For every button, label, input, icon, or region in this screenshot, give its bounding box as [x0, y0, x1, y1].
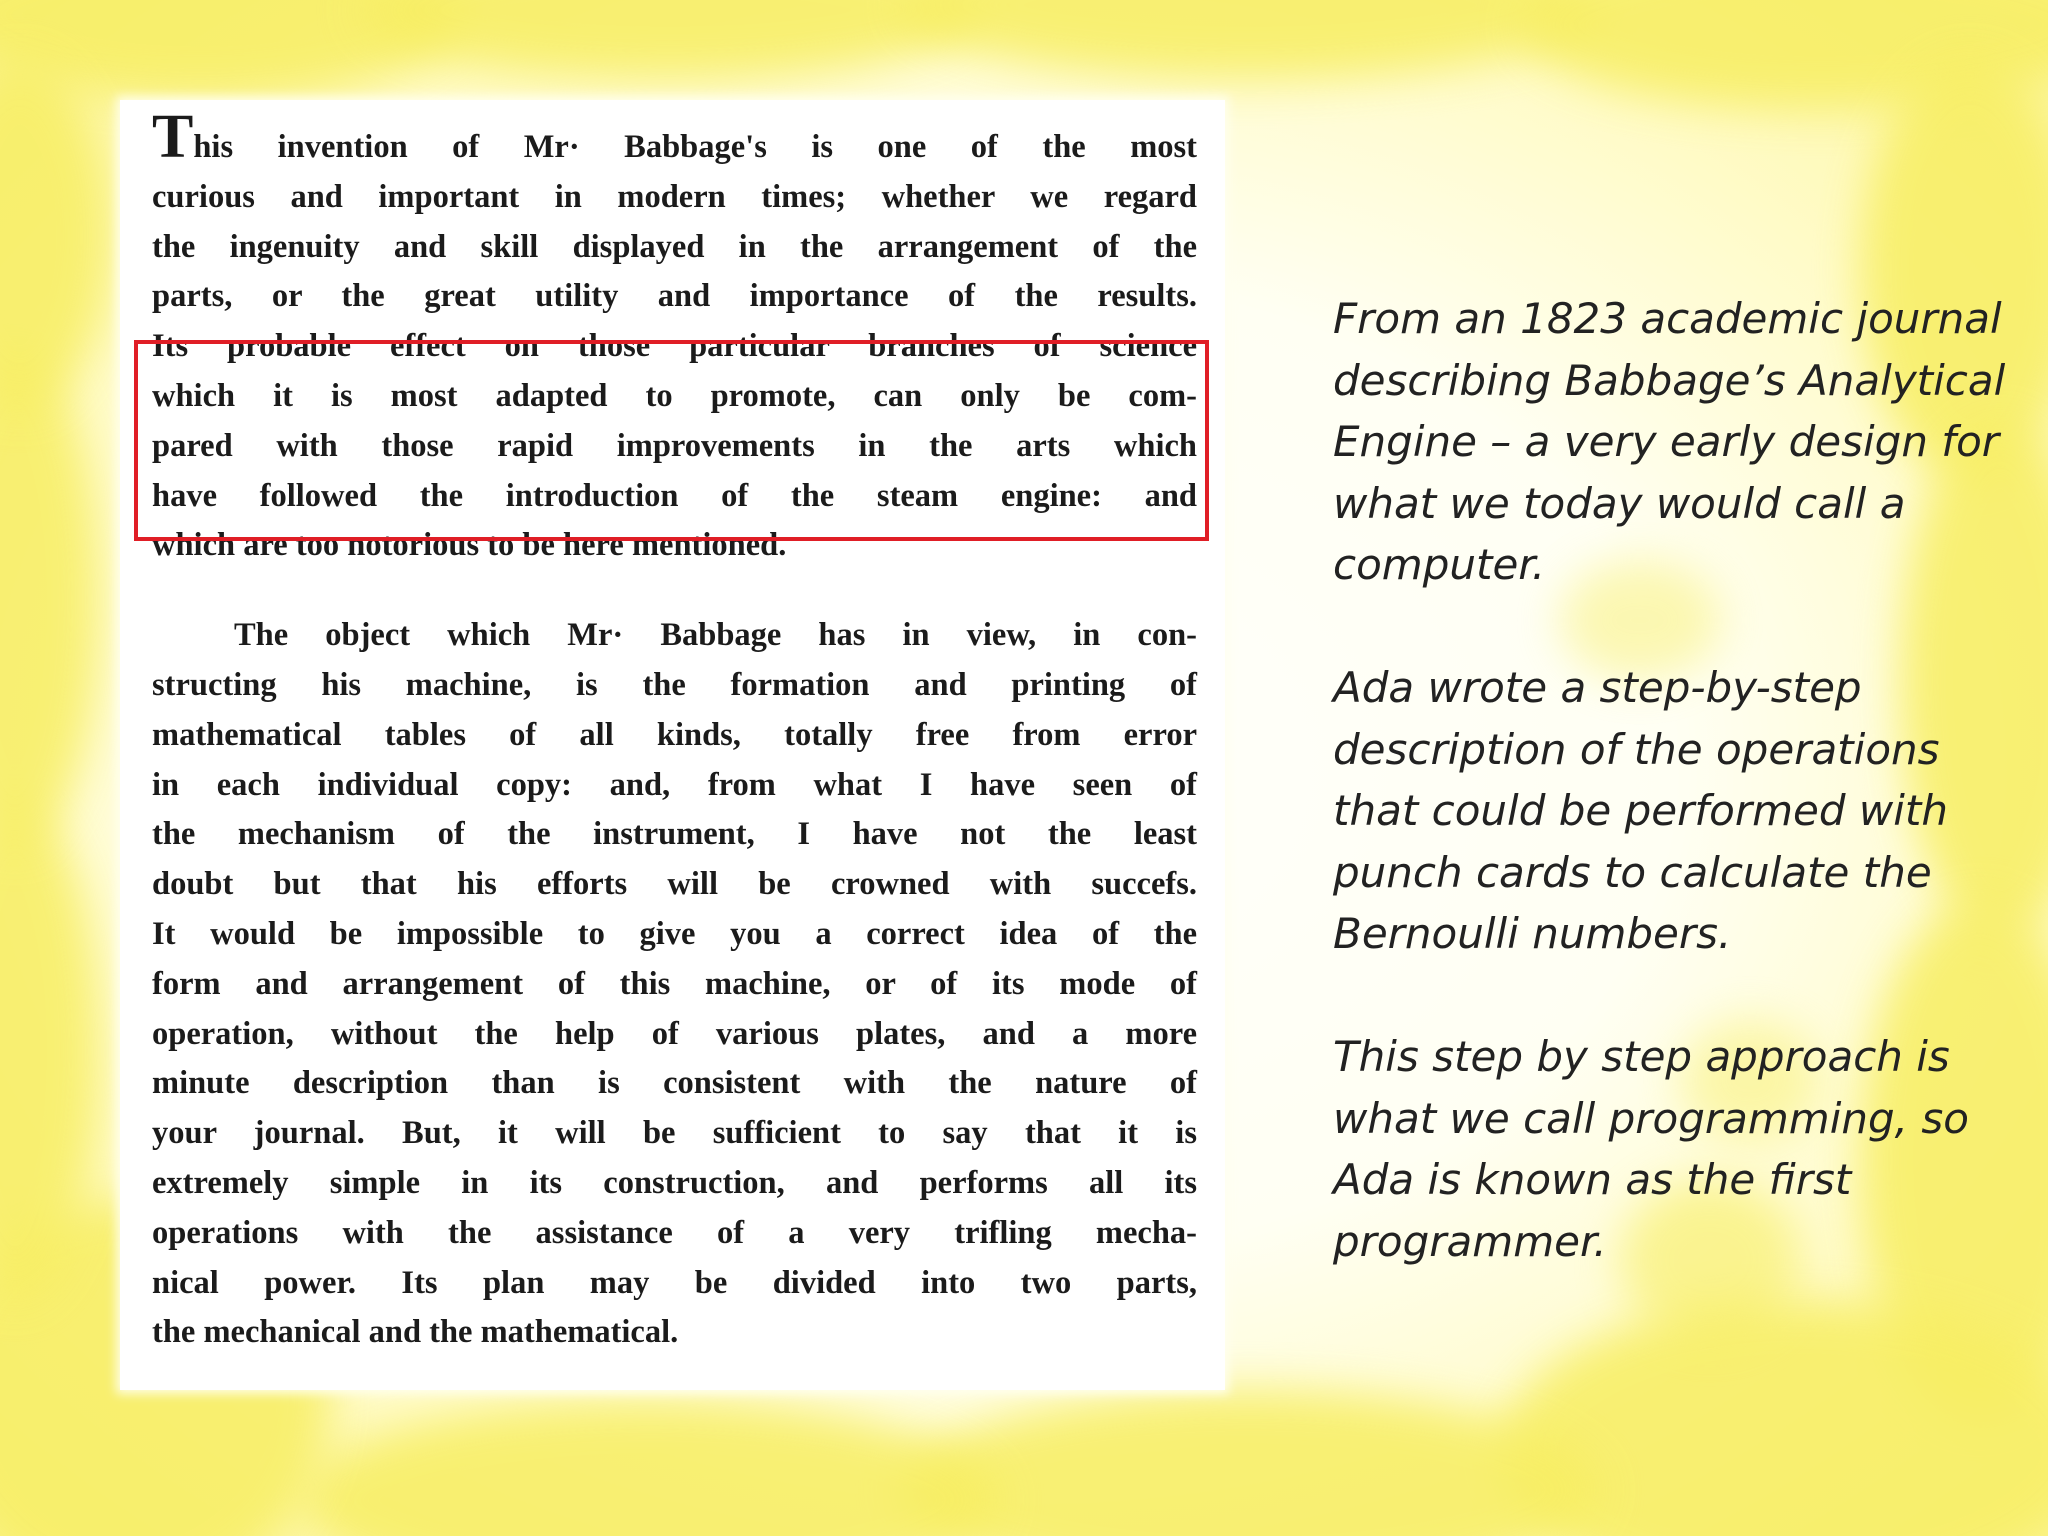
- journal-line: which are too notorious to be here mentioned.: [152, 527, 787, 564]
- journal-line: curious and important in modern times; whether we regard: [152, 178, 1197, 215]
- journal-line-highlighted: Its probable effect on those particular branches of science: [152, 328, 1197, 365]
- journal-line: in each individual copy: and, from what I have seen of: [152, 766, 1197, 803]
- journal-line: It would be impossible to give you a correct idea of the: [152, 915, 1197, 952]
- journal-line: minute description than is consistent with the nature of: [152, 1065, 1197, 1102]
- journal-line: the ingenuity and skill displayed in the arrangement of the: [152, 228, 1197, 265]
- caption-paragraph-3: This step by step approach is what we call programming, so Ada is known as the first programmer.: [1333, 1032, 1969, 1266]
- caption-text: [1333, 288, 2023, 1272]
- journal-line: form and arrangement of this machine, or of its mode of: [152, 965, 1197, 1002]
- journal-line: The object which Mr· Babbage has in view, in con-: [234, 617, 1197, 654]
- drop-cap: T: [152, 103, 194, 171]
- journal-line: parts, or the great utility and importance of the results.: [152, 278, 1197, 315]
- journal-line: nical power. Its plan may be divided into two parts,: [152, 1264, 1197, 1301]
- journal-line: the mechanical and the mathematical.: [152, 1314, 679, 1351]
- journal-line: extremely simple in its construction, and performs all its: [152, 1164, 1197, 1201]
- journal-line-highlighted: which it is most adapted to promote, can only be com-: [152, 377, 1197, 414]
- journal-line-highlighted: have followed the introduction of the steam engine: and: [152, 477, 1197, 514]
- journal-line: your journal. But, it will be sufficient to say that it is: [152, 1115, 1197, 1152]
- red-highlight-box: [134, 340, 1209, 541]
- journal-line: operations with the assistance of a very trifling mecha-: [152, 1214, 1197, 1251]
- journal-line: structing his machine, is the formation and printing of: [152, 666, 1197, 703]
- journal-line: his invention of Mr· Babbage's is one of the most: [193, 129, 1197, 165]
- journal-paragraph-2: [152, 611, 1197, 1358]
- caption-paragraph-1: From an 1823 academic journal describing Babbage’s Analytical Engine – a very early design for what we today would call a computer.: [1333, 294, 2006, 589]
- journal-line-highlighted: pared with those rapid improvements in the arts which: [152, 427, 1197, 464]
- journal-line: doubt but that his efforts will be crowned with succefs.: [152, 866, 1197, 903]
- journal-line: the mechanism of the instrument, I have not the least: [152, 816, 1197, 853]
- journal-line: operation, without the help of various plates, and a more: [152, 1015, 1197, 1052]
- journal-line: mathematical tables of all kinds, totally free from error: [152, 716, 1197, 753]
- journal-excerpt: [152, 103, 1197, 1358]
- caption-paragraph-2: Ada wrote a step-by-step description of the operations that could be performed with punch cards to calculate the Bernoulli numbers.: [1333, 663, 1948, 958]
